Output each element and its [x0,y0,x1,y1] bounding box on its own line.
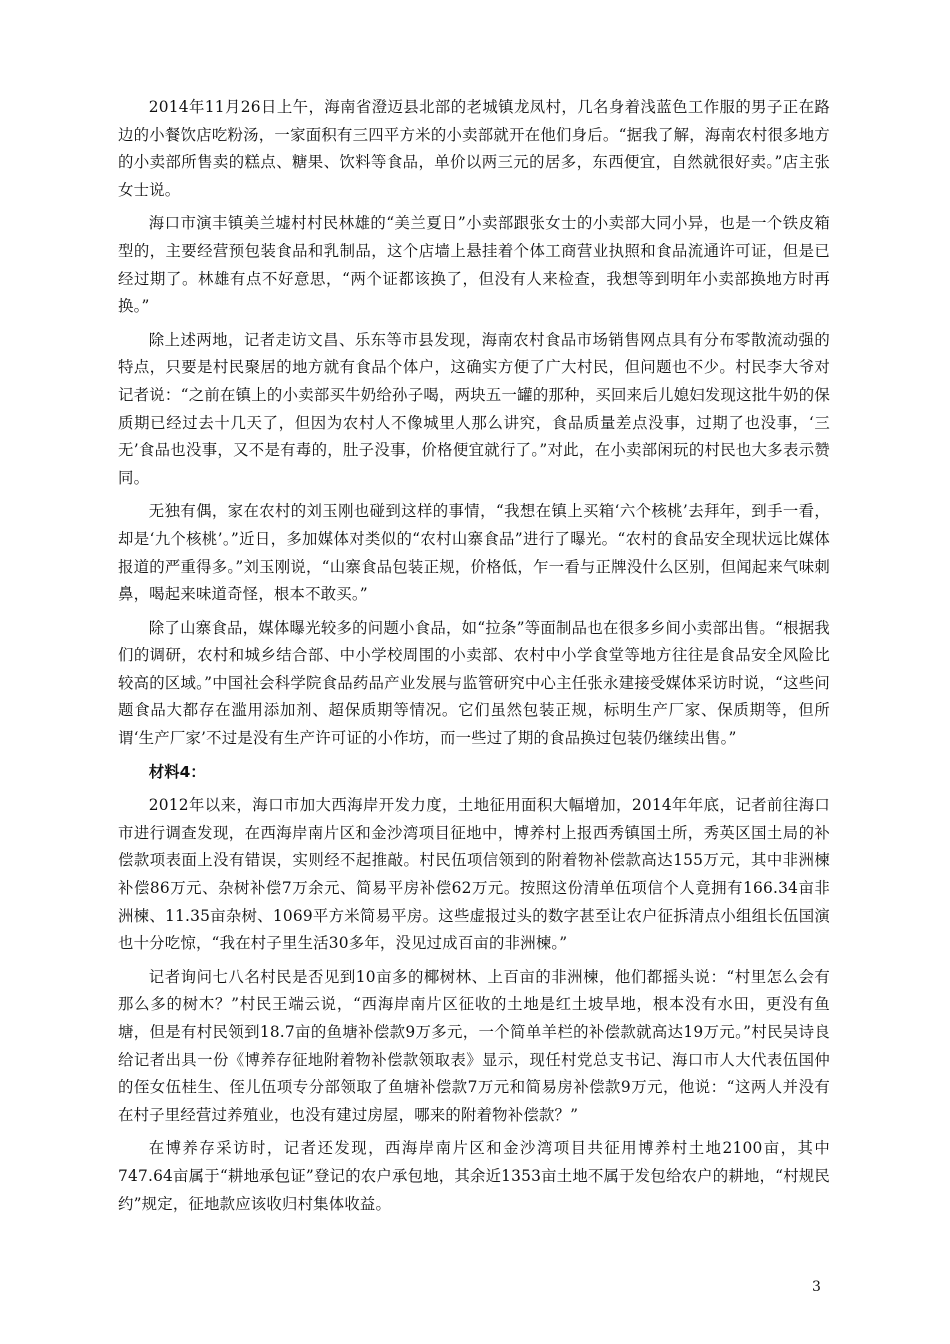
paragraph: 在博养存采访时，记者还发现，西海岸南片区和金沙湾项目共征用博养村土地2100亩，其中747.64亩属于“耕地承包证”登记的农户承包地，其余近1353亩土地不属于发包给农户的耕地，“村规民约”规定，征地款应该收归村集体收益。 [118,1139,830,1213]
document-body [118,94,830,1224]
paragraph: 记者询问七八名村民是否见到10亩多的椰树林、上百亩的非洲楝，他们都摇头说：“村里怎么会有那么多的树木？”村民王端云说，“西海岸南片区征收的土地是红土坡旱地，根本没有水田，更没有鱼塘，但是有村民领到18.7亩的鱼塘补偿款9万多元，一个简单羊栏的补偿款就高达19万元。”村民吴诗良给记者出具一份《博养存征地附着物补偿款领取表》显示，现任村党总支书记、海口市人大代表伍国仲的侄女伍桂生、侄儿伍项专分部领取了鱼塘补偿款7万元和简易房补偿款9万元，他说：“这两人并没有在村子里经营过养殖业，也没有建过房屋，哪来的附着物补偿款？” [118,967,830,1124]
paragraph: 2014年11月26日上午，海南省澄迈县北部的老城镇龙凤村，几名身着浅蓝色工作服的男子正在路边的小餐饮店吃粉汤，一家面积有三四平方米的小卖部就开在他们身后。“据我了解，海南农村很多地方的小卖部所售卖的糕点、糖果、饮料等食品，单价以两三元的居多，东西便宜，自然就很好卖。”店主张女士说。 [118,98,830,199]
paragraph: 2012年以来，海口市加大西海岸开发力度，土地征用面积大幅增加，2014年年底，记者前往海口市进行调查发现，在西海岸南片区和金沙湾项目征地中，博养村上报西秀镇国土所，秀英区国土局的补偿款项表面上没有错误，实则经不起推敲。村民伍项信领到的附着物补偿款高达155万元，其中非洲楝补偿86万元、杂树补偿7万余元、简易平房补偿62万元。按照这份清单伍项信个人竟拥有166.34亩非洲楝、11.35亩杂树、1069平方米简易平房。这些虚报过头的数字甚至让农户征拆清点小组组长伍国演也十分吃惊，“我在村子里生活30多年，没见过成百亩的非洲楝。” [118,796,830,953]
section-heading: 材料4： [148,762,206,781]
paragraph: 无独有偶，家在农村的刘玉刚也碰到这样的事情，“我想在镇上买箱‘六个核桃’去拜年，到手一看，却是‘九个核桃’。”近日，多加媒体对类似的“农村山寨食品”进行了曝光。“农村的食品安全现状远比媒体报道的严重得多。”刘玉刚说，“山寨食品包装正规，价格低，乍一看与正牌没什么区别，但闻起来气味刺鼻，喝起来味道奇怪，根本不敢买。” [118,502,830,604]
paragraph: 除上述两地，记者走访文昌、乐东等市县发现，海南农村食品市场销售网点具有分布零散流动强的特点，只要是村民聚居的地方就有食品个体户，这确实方便了广大村民，但问题也不少。村民李大爷对记者说：“之前在镇上的小卖部买牛奶给孙子喝，两块五一罐的那种，买回来后儿媳妇发现这批牛奶的保质期已经过去十几天了，但因为农村人不像城里人那么讲究，食品质量差点没事，过期了也没事，‘三无’食品也没事，又不是有毒的，肚子没事，价格便宜就行了。”对此，在小卖部闲玩的村民也大多表示赞同。 [118,330,830,487]
paragraph: 除了山寨食品，媒体曝光较多的问题小食品，如“拉条”等面制品也在很多乡间小卖部出售。“根据我们的调研，农村和城乡结合部、中小学校周围的小卖部、农村中小学食堂等地方往往是食品安全风险比较高的区域。”中国社会科学院食品药品产业发展与监管研究中心主任张永建接受媒体采访时说，“这些问题食品大都存在滥用添加剂、超保质期等情况。它们虽然包装正规，标明生产厂家、保质期等，但所谓‘生产厂家’不过是没有生产许可证的小作坊，而一些过了期的食品换过包装仍继续出售。” [118,618,830,748]
page-number: 3 [812,1279,821,1295]
paragraph: 海口市演丰镇美兰墟村村民林雄的“美兰夏日”小卖部跟张女士的小卖部大同小异，也是一个铁皮箱型的，主要经营预包装食品和乳制品，这个店墙上悬挂着个体工商营业执照和食品流通许可证，但是已经过期了。林雄有点不好意思，“两个证都该换了，但没有人来检查，我想等到明年小卖部换地方时再换。” [118,214,830,316]
